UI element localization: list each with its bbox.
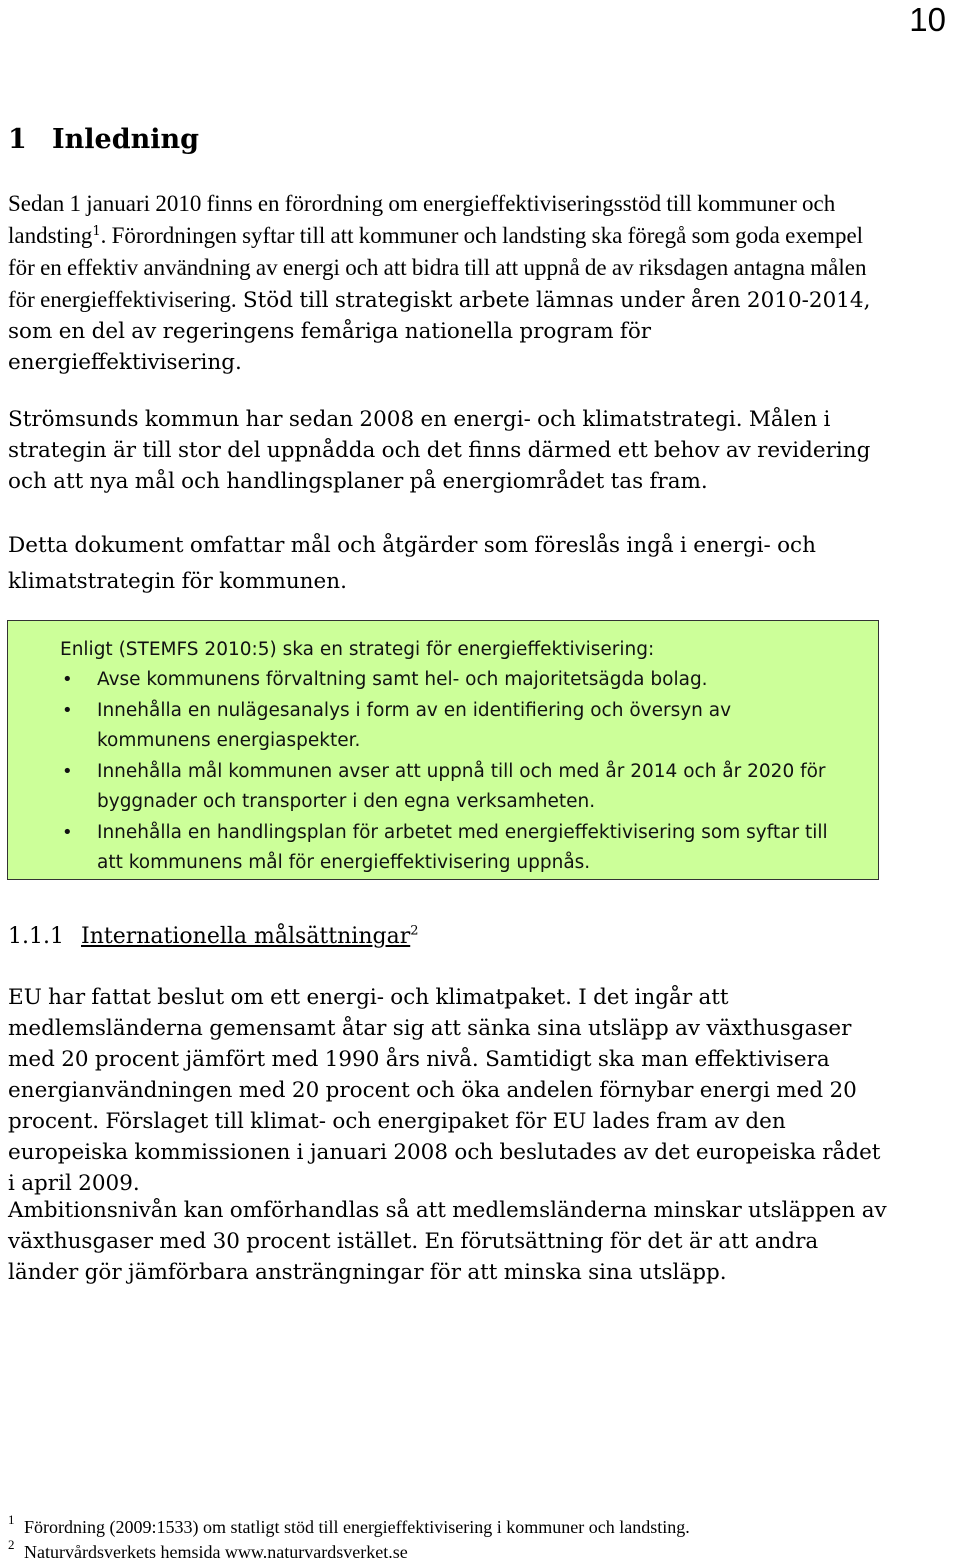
intro-text-a: Sedan 1 januari 2010 finns en förordning om energieffektiviseringsstöd till kommuner och landsting xyxy=(8,191,836,248)
callout-intro: Enligt (STEMFS 2010:5) ska en strategi för energieffektivisering: xyxy=(60,639,655,660)
chapter-number: 1 xyxy=(8,124,27,155)
requirements-list xyxy=(8,665,880,879)
footnote-mark: 2 xyxy=(8,1537,15,1552)
requirement-text: Innehålla en handlingsplan för arbetet med energieffektivisering som syftar till att kommunens mål för energieffektivisering uppnås. xyxy=(97,821,828,873)
intro-text-b: . Förordningen syftar till att kommuner och landsting ska föregå som goda exempel för en effektiv användning av energi och att bidra till att uppnå de av riksdagen antagna målen för energieffektivisering. xyxy=(8,223,867,312)
requirement-item xyxy=(8,818,880,879)
intro-paragraph-1 xyxy=(8,188,888,378)
requirements-callout-box xyxy=(7,620,879,880)
footnote-text: Naturvårdsverkets hemsida www.naturvardsverket.se xyxy=(24,1542,408,1562)
intro-paragraph-2: Strömsunds kommun har sedan 2008 en energi- och klimatstrategi. Målen i strategin är till stor del uppnådda och det finns därmed ett behov av revidering och att nya mål och handlingsplaner på energiområdet tas fram. xyxy=(8,407,871,494)
requirement-item xyxy=(8,696,880,757)
bullet-icon: • xyxy=(62,699,73,721)
footnote-1 xyxy=(8,1512,690,1540)
requirement-text: Innehålla en nulägesanalys i form av en identifiering och översyn av kommunens energiaspekter. xyxy=(97,699,732,751)
bullet-icon: • xyxy=(62,669,73,690)
chapter-heading xyxy=(8,122,199,158)
chapter-title: Inledning xyxy=(52,124,199,155)
intro-paragraph-3: Detta dokument omfattar mål och åtgärder som föreslås ingå i energi- och klimatstrategin för kommunen. xyxy=(8,533,816,594)
requirement-item xyxy=(8,665,880,696)
intro-text-c: Stöd till strategiskt arbete lämnas under åren 2010-2014, som en del av regeringens femåriga nationella program för energieffektivisering. xyxy=(8,288,871,375)
footnote-text: Förordning (2009:1533) om statligt stöd till energieffektivisering i kommuner och landsting. xyxy=(24,1517,690,1537)
footnote-ref-1[interactable]: 1 xyxy=(92,223,101,239)
requirement-text: Innehålla mål kommunen avser att uppnå till och med år 2014 och år 2020 för byggnader och transporter i den egna verksamheten. xyxy=(97,760,826,812)
section-title: Internationella målsättningar xyxy=(81,924,411,949)
requirement-item xyxy=(8,757,880,818)
bullet-icon: • xyxy=(62,821,73,843)
bullet-icon: • xyxy=(62,760,73,782)
section-paragraph-1: EU har fattat beslut om ett energi- och klimatpaket. I det ingår att medlemsländerna gemensamt åtar sig att sänka sina utsläpp av växthusgaser med 20 procent jämfört med 1990 års nivå. Samtidigt ska man effektivisera energianvändningen med 20 procent och öka andelen förnybar energi med 20 procent. Förslaget till klimat- och energipaket för EU lades fram av den europeiska kommissionen i januari 2008 och beslutades av det europeiska rådet i april 2009. xyxy=(8,985,881,1196)
footnote-ref-2[interactable]: 2 xyxy=(410,923,419,939)
page-number: 10 xyxy=(909,1,946,38)
section-number: 1.1.1 xyxy=(8,924,64,949)
footnote-2 xyxy=(8,1537,690,1565)
footnotes xyxy=(8,1512,690,1565)
section-paragraph-2: Ambitionsnivån kan omförhandlas så att medlemsländerna minskar utsläppen av växthusgaser med 30 procent istället. En förutsättning för det är att andra länder gör jämförbara ansträngningar för att minska sina utsläpp. xyxy=(8,1198,887,1285)
footnote-mark: 1 xyxy=(8,1512,15,1527)
requirement-text: Avse kommunens förvaltning samt hel- och majoritetsägda bolag. xyxy=(97,669,708,690)
section-heading xyxy=(8,921,419,953)
